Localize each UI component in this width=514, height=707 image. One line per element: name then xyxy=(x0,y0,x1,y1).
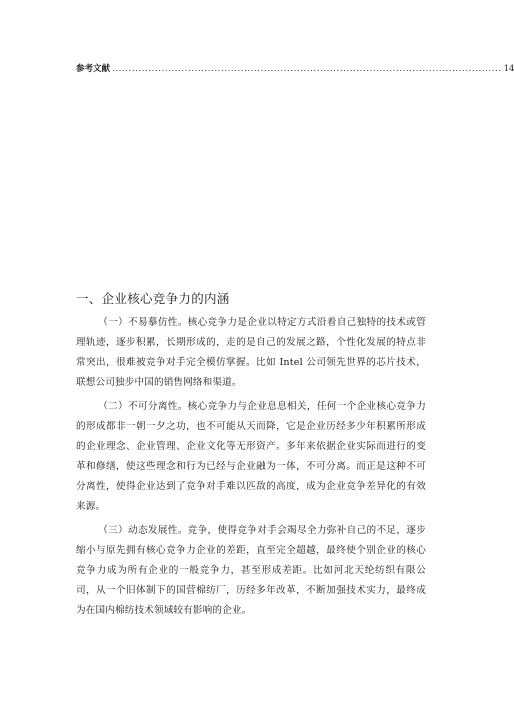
toc-leader-dots: ...................................................................................................................... xyxy=(112,64,502,74)
paragraph-dynamic-development xyxy=(76,521,426,621)
toc-entry-title: 参考文献 xyxy=(76,64,111,74)
paragraph-inseparability xyxy=(76,397,426,517)
toc-page-number: 14 xyxy=(503,64,514,74)
paragraph-text: （一）不易摹仿性。核心竞争力是企业以特定方式沿着自己独特的技术或管理轨迹，逐步积累，长期形成的，走的是自己的发展之路，个性化发展的特点非常突出，很难被竞争对手完全模仿掌握。比如 Intel 公司领先世界的芯片技术，联想公司独步中国的销售网络和渠道。 xyxy=(76,317,426,388)
paragraph-text: （二）不可分离性。核心竞争力与企业息息相关，任何一个企业核心竞争力的形成都非一朝一夕之功，也不可能从天而降，它是企业历经多少年积累所形成的企业理念、企业管理、企业文化等无形资产。多年来依据企业实际而进行的变革和修缮，使这些理念和行为已经与企业融为一体，不可分离。而正是这种不可分离性，使得企业达到了竞争对手难以匹敌的高度，成为企业竞争差异化的有效来源。 xyxy=(76,401,426,512)
paragraph-inimitability xyxy=(76,313,426,393)
toc-entry-references[interactable] xyxy=(76,62,514,76)
section-heading: 一、企业核心竞争力的内涵 xyxy=(76,291,230,306)
paragraph-text: （三）动态发展性。竞争，使得竞争对手会竭尽全力弥补自己的不足，逐步缩小与原先拥有核心竞争力企业的差距，直至完全超越，最终使个别企业的核心竞争力成为所有企业的一般竞争力，甚至形成差距。比如河北天纶纺织有限公司，从一个旧体制下的国营棉纺厂，历经多年改革，不断加强技术实力，最终成为在国内棉纺技术领域较有影响的企业。 xyxy=(76,525,426,616)
